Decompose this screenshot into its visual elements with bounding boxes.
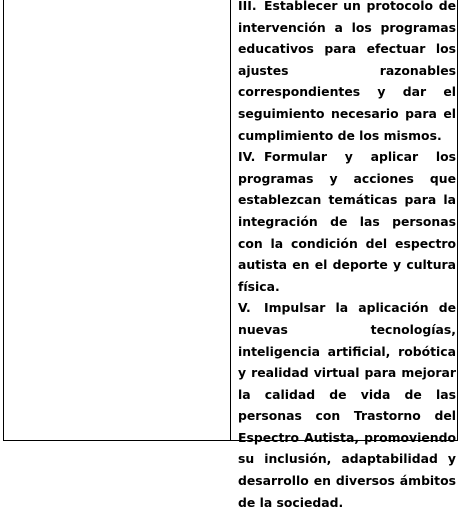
list-item-iv	[238, 146, 456, 297]
item-text: Formular y aplicar los programas y acciones que establezcan temáticas para la integración de las personas con la condición del espectro autista en el deporte y cultura física.	[238, 149, 456, 294]
item-text: Establecer un protocolo de intervención a los programas educativos para efectuar los ajustes razonables correspondientes y dar el seguimiento necesario para el cumplimiento de los mismos.	[238, 0, 456, 143]
item-numeral: V.	[238, 300, 251, 316]
list-item-v	[238, 297, 456, 513]
left-empty-cell	[4, 0, 231, 440]
item-numeral: IV.	[238, 149, 256, 165]
right-text-cell	[238, 0, 456, 510]
document-table	[3, 0, 458, 510]
item-text: Impulsar la aplicación de nuevas tecnologías, inteligencia artificial, robótica y realidad virtual para mejorar la calidad de vida de las personas con Trastorno del Espectro Autista, promoviendo su inclusión, adaptabilidad y desarrollo en diversos ámbitos de la sociedad.	[238, 300, 456, 510]
list-item-iii	[238, 0, 456, 146]
item-numeral: III.	[238, 0, 257, 13]
